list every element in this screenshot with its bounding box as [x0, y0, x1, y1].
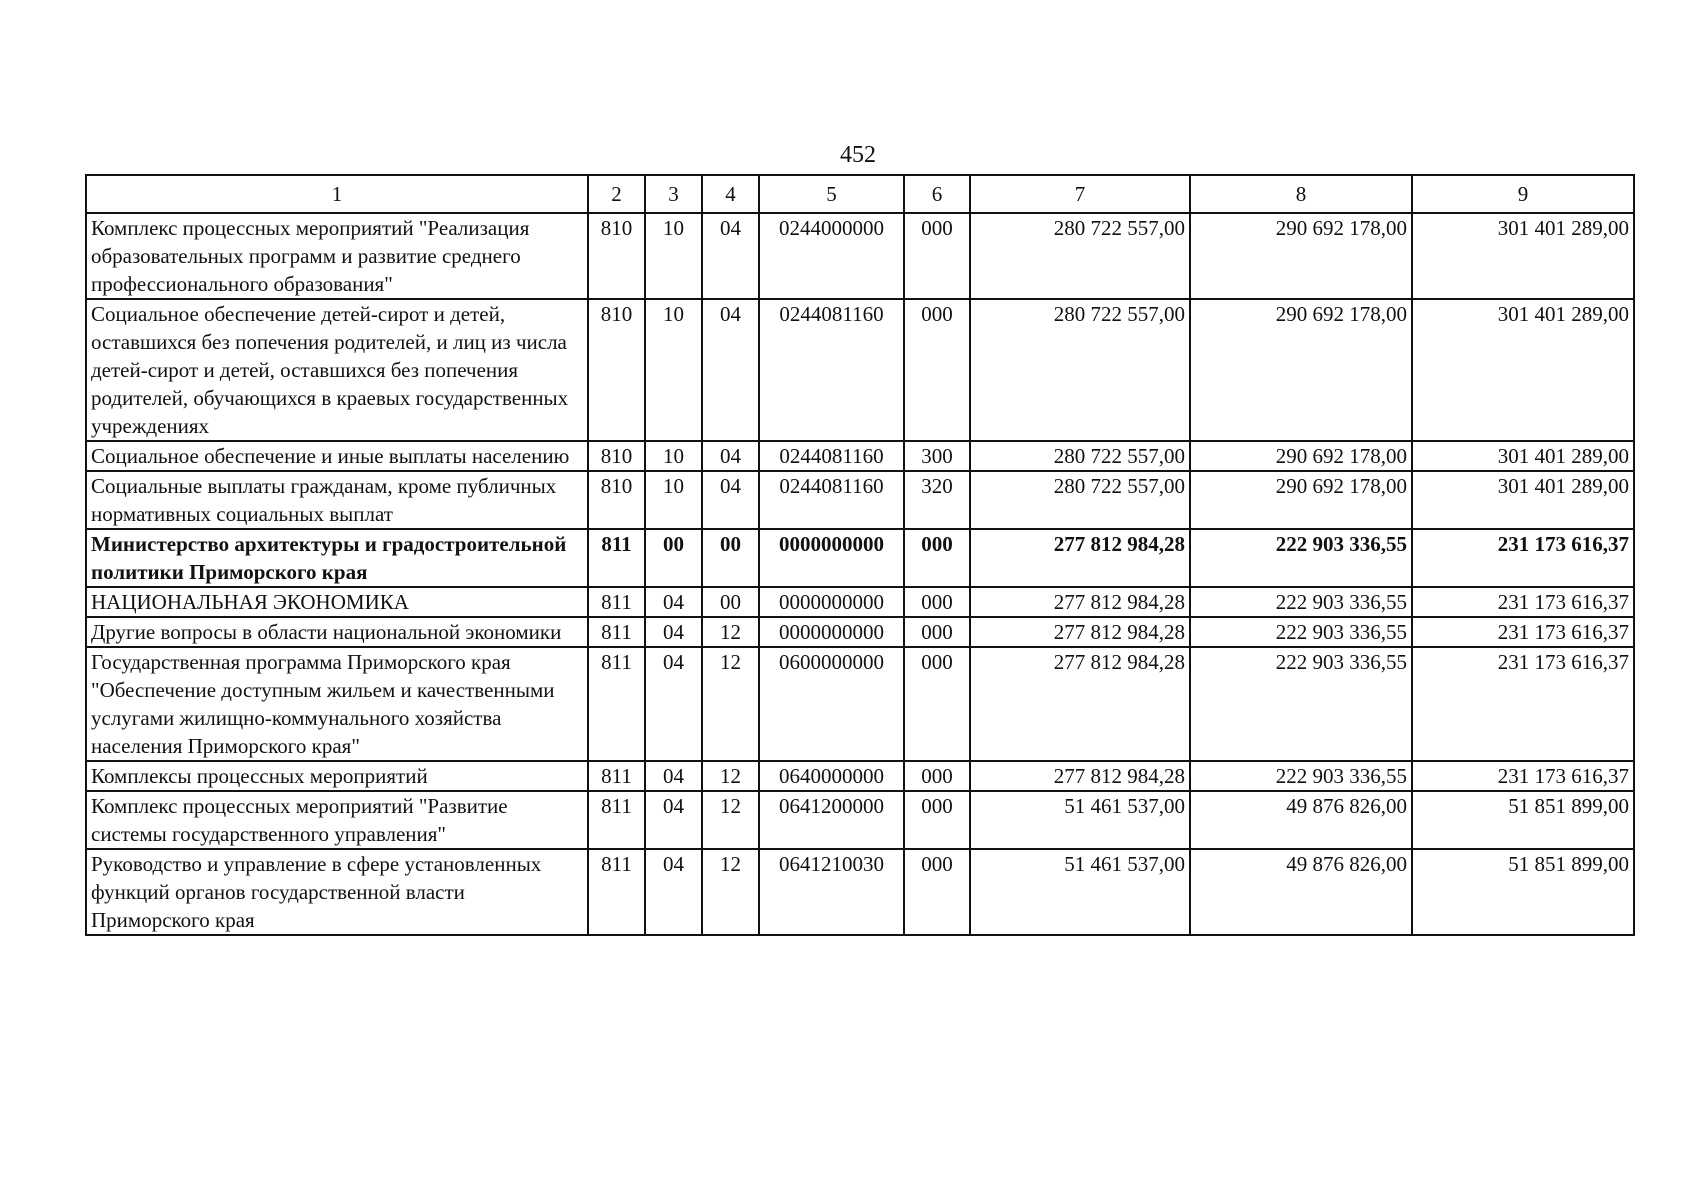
row-target-article-cell: 0600000000 — [759, 647, 904, 761]
table-row — [86, 647, 1634, 761]
header-col-9: 9 — [1412, 175, 1634, 213]
row-amount-col9-cell: 301 401 289,00 — [1412, 299, 1634, 441]
row-amount-col9-cell: 301 401 289,00 — [1412, 471, 1634, 529]
row-amount-col9-cell: 301 401 289,00 — [1412, 441, 1634, 471]
row-target-article-cell: 0244081160 — [759, 299, 904, 441]
row-amount-col9-cell: 231 173 616,37 — [1412, 587, 1634, 617]
row-subsection-cell: 04 — [702, 441, 759, 471]
row-expense-type-cell: 320 — [904, 471, 970, 529]
table-row — [86, 587, 1634, 617]
row-code-cell: 810 — [588, 299, 645, 441]
row-code-cell: 811 — [588, 849, 645, 935]
row-subsection-cell: 00 — [702, 529, 759, 587]
row-name-cell: Социальное обеспечение и иные выплаты населению — [86, 441, 588, 471]
row-subsection-cell: 04 — [702, 213, 759, 299]
row-name-cell: Комплекс процессных мероприятий "Реализация образовательных программ и развитие среднего профессионального образования" — [86, 213, 588, 299]
row-target-article-cell: 0244000000 — [759, 213, 904, 299]
row-expense-type-cell: 000 — [904, 529, 970, 587]
row-expense-type-cell: 000 — [904, 587, 970, 617]
row-amount-col8-cell: 222 903 336,55 — [1190, 529, 1412, 587]
row-code-cell: 810 — [588, 213, 645, 299]
row-name-cell: Государственная программа Приморского края "Обеспечение доступным жильем и качественными услугами жилищно-коммунального хозяйства населения Приморского края" — [86, 647, 588, 761]
row-subsection-cell: 04 — [702, 471, 759, 529]
row-section-cell: 04 — [645, 617, 702, 647]
row-amount-col8-cell: 290 692 178,00 — [1190, 213, 1412, 299]
row-section-cell: 10 — [645, 299, 702, 441]
row-name-cell: Комплекс процессных мероприятий "Развитие системы государственного управления" — [86, 791, 588, 849]
row-expense-type-cell: 000 — [904, 213, 970, 299]
row-amount-col8-cell: 222 903 336,55 — [1190, 647, 1412, 761]
row-amount-col9-cell: 301 401 289,00 — [1412, 213, 1634, 299]
row-target-article-cell: 0640000000 — [759, 761, 904, 791]
row-amount-col7-cell: 277 812 984,28 — [970, 617, 1190, 647]
row-amount-col8-cell: 290 692 178,00 — [1190, 471, 1412, 529]
table-row — [86, 617, 1634, 647]
row-amount-col9-cell: 51 851 899,00 — [1412, 849, 1634, 935]
row-expense-type-cell: 000 — [904, 647, 970, 761]
table-row — [86, 849, 1634, 935]
row-name-cell: Социальные выплаты гражданам, кроме публичных нормативных социальных выплат — [86, 471, 588, 529]
row-code-cell: 810 — [588, 471, 645, 529]
row-section-cell: 10 — [645, 213, 702, 299]
row-expense-type-cell: 000 — [904, 761, 970, 791]
row-section-cell: 10 — [645, 471, 702, 529]
row-target-article-cell: 0000000000 — [759, 587, 904, 617]
row-section-cell: 00 — [645, 529, 702, 587]
row-expense-type-cell: 000 — [904, 849, 970, 935]
row-subsection-cell: 04 — [702, 299, 759, 441]
row-expense-type-cell: 000 — [904, 299, 970, 441]
table-body — [86, 213, 1634, 935]
row-section-cell: 04 — [645, 647, 702, 761]
row-amount-col7-cell: 277 812 984,28 — [970, 529, 1190, 587]
row-code-cell: 811 — [588, 647, 645, 761]
table-row — [86, 213, 1634, 299]
row-subsection-cell: 12 — [702, 849, 759, 935]
row-code-cell: 811 — [588, 587, 645, 617]
row-section-cell: 10 — [645, 441, 702, 471]
row-amount-col9-cell: 231 173 616,37 — [1412, 761, 1634, 791]
table-row — [86, 761, 1634, 791]
header-col-6: 6 — [904, 175, 970, 213]
row-amount-col8-cell: 222 903 336,55 — [1190, 587, 1412, 617]
row-amount-col7-cell: 277 812 984,28 — [970, 761, 1190, 791]
row-expense-type-cell: 300 — [904, 441, 970, 471]
row-amount-col8-cell: 49 876 826,00 — [1190, 791, 1412, 849]
row-target-article-cell: 0000000000 — [759, 617, 904, 647]
row-target-article-cell: 0641210030 — [759, 849, 904, 935]
header-col-7: 7 — [970, 175, 1190, 213]
row-name-cell: НАЦИОНАЛЬНАЯ ЭКОНОМИКА — [86, 587, 588, 617]
header-col-4: 4 — [702, 175, 759, 213]
row-amount-col8-cell: 49 876 826,00 — [1190, 849, 1412, 935]
page-number: 452 — [840, 142, 876, 168]
row-amount-col8-cell: 290 692 178,00 — [1190, 441, 1412, 471]
row-amount-col8-cell: 290 692 178,00 — [1190, 299, 1412, 441]
table-header-row — [86, 175, 1634, 213]
row-target-article-cell: 0244081160 — [759, 441, 904, 471]
header-col-3: 3 — [645, 175, 702, 213]
row-subsection-cell: 12 — [702, 617, 759, 647]
row-amount-col7-cell: 277 812 984,28 — [970, 647, 1190, 761]
row-amount-col7-cell: 280 722 557,00 — [970, 441, 1190, 471]
row-target-article-cell: 0000000000 — [759, 529, 904, 587]
row-expense-type-cell: 000 — [904, 791, 970, 849]
row-amount-col7-cell: 277 812 984,28 — [970, 587, 1190, 617]
row-amount-col9-cell: 51 851 899,00 — [1412, 791, 1634, 849]
header-col-1: 1 — [86, 175, 588, 213]
row-amount-col9-cell: 231 173 616,37 — [1412, 647, 1634, 761]
row-code-cell: 811 — [588, 791, 645, 849]
header-col-5: 5 — [759, 175, 904, 213]
header-col-8: 8 — [1190, 175, 1412, 213]
row-amount-col7-cell: 280 722 557,00 — [970, 471, 1190, 529]
row-name-cell: Комплексы процессных мероприятий — [86, 761, 588, 791]
row-section-cell: 04 — [645, 587, 702, 617]
row-name-cell: Другие вопросы в области национальной экономики — [86, 617, 588, 647]
row-amount-col7-cell: 280 722 557,00 — [970, 299, 1190, 441]
row-subsection-cell: 12 — [702, 761, 759, 791]
table-row — [86, 529, 1634, 587]
row-code-cell: 810 — [588, 441, 645, 471]
row-section-cell: 04 — [645, 791, 702, 849]
table-row — [86, 299, 1634, 441]
row-amount-col7-cell: 51 461 537,00 — [970, 791, 1190, 849]
row-amount-col9-cell: 231 173 616,37 — [1412, 617, 1634, 647]
row-section-cell: 04 — [645, 849, 702, 935]
row-subsection-cell: 12 — [702, 791, 759, 849]
row-name-cell: Министерство архитектуры и градостроительной политики Приморского края — [86, 529, 588, 587]
table-row — [86, 441, 1634, 471]
row-subsection-cell: 12 — [702, 647, 759, 761]
row-code-cell: 811 — [588, 529, 645, 587]
row-target-article-cell: 0244081160 — [759, 471, 904, 529]
row-name-cell: Социальное обеспечение детей-сирот и детей, оставшихся без попечения родителей, и лиц из числа детей-сирот и детей, оставшихся без попечения родителей, обучающихся в краевых государственных учреждениях — [86, 299, 588, 441]
row-subsection-cell: 00 — [702, 587, 759, 617]
row-name-cell: Руководство и управление в сфере установленных функций органов государственной власти Приморского края — [86, 849, 588, 935]
row-amount-col7-cell: 280 722 557,00 — [970, 213, 1190, 299]
header-col-2: 2 — [588, 175, 645, 213]
row-code-cell: 811 — [588, 761, 645, 791]
row-amount-col7-cell: 51 461 537,00 — [970, 849, 1190, 935]
row-amount-col8-cell: 222 903 336,55 — [1190, 617, 1412, 647]
row-amount-col9-cell: 231 173 616,37 — [1412, 529, 1634, 587]
table-row — [86, 791, 1634, 849]
row-expense-type-cell: 000 — [904, 617, 970, 647]
row-amount-col8-cell: 222 903 336,55 — [1190, 761, 1412, 791]
table-row — [86, 471, 1634, 529]
row-section-cell: 04 — [645, 761, 702, 791]
row-target-article-cell: 0641200000 — [759, 791, 904, 849]
row-code-cell: 811 — [588, 617, 645, 647]
budget-table — [85, 174, 1635, 936]
